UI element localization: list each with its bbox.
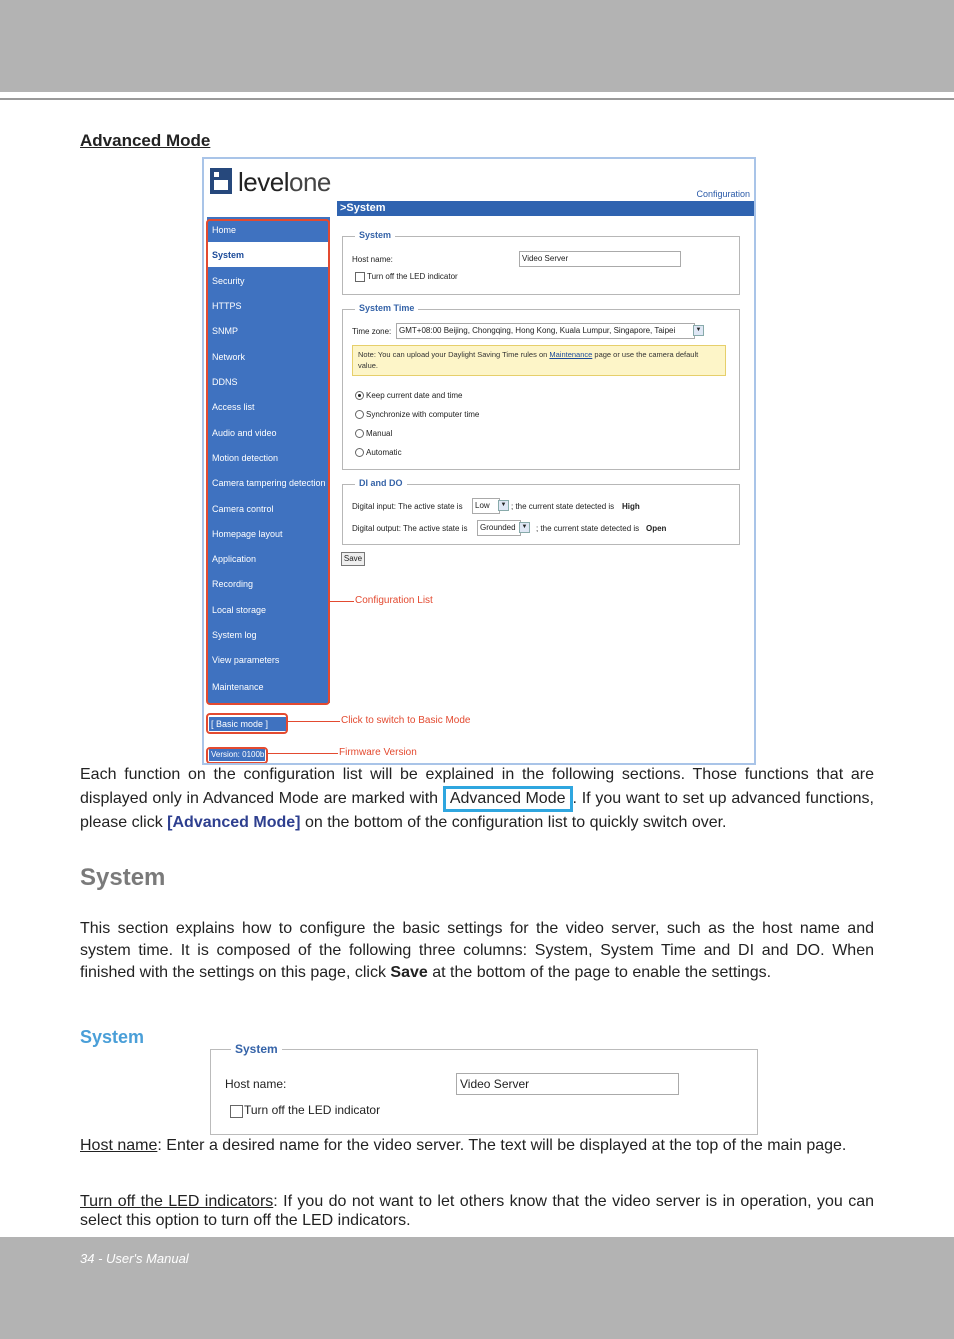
menu-item-audio-video[interactable]: Audio and video	[212, 428, 277, 438]
menu-item-camera-control[interactable]: Camera control	[212, 504, 274, 514]
config-list-highlight	[206, 219, 330, 705]
version-highlight	[206, 747, 268, 764]
advanced-mode-link-ref: [Advanced Mode]	[167, 814, 301, 831]
di-dropdown-icon[interactable]: ▼	[498, 500, 509, 511]
basic-mode-annotation: Click to switch to Basic Mode	[341, 715, 471, 726]
figure-led-checkbox[interactable]	[230, 1105, 243, 1118]
menu-item-system-log[interactable]: System log	[212, 630, 257, 640]
menu-item-ddns[interactable]: DDNS	[212, 377, 238, 387]
led-label: Turn off the LED indicator	[367, 272, 458, 281]
advanced-mode-badge: Advanced Mode	[443, 786, 573, 812]
di-current-label: ; the current state detected is	[511, 502, 615, 511]
menu-item-local-storage[interactable]: Local storage	[212, 605, 267, 615]
menu-item-https[interactable]: HTTPS	[212, 301, 242, 311]
host-name-input[interactable]: Video Server	[519, 251, 681, 267]
radio-automatic-label: Automatic	[366, 448, 402, 457]
config-list-pointer	[330, 601, 354, 602]
menu-item-motion-detection[interactable]: Motion detection	[212, 453, 279, 463]
do-active-select[interactable]: Grounded	[477, 520, 521, 536]
di-current-state: High	[622, 502, 640, 511]
menu-item-access-list[interactable]: Access list	[212, 402, 255, 412]
basic-mode-link[interactable]: [ Basic mode ]	[209, 717, 287, 731]
radio-manual[interactable]	[355, 429, 364, 438]
do-dropdown-icon[interactable]: ▼	[519, 522, 530, 533]
config-list-annotation: Configuration List	[355, 595, 433, 606]
timezone-label: Time zone:	[352, 327, 392, 336]
system-time-fieldset	[342, 303, 740, 470]
dst-note: Note: You can upload your Daylight Saving Time rules on Maintenance page or use the camera default value.	[352, 345, 726, 376]
page-header-band	[0, 0, 954, 92]
maintenance-link[interactable]: Maintenance	[549, 350, 593, 359]
configuration-link[interactable]: Configuration	[696, 189, 750, 199]
radio-keep-time[interactable]	[355, 391, 364, 400]
radio-sync-time[interactable]	[355, 410, 364, 419]
radio-sync-label: Synchronize with computer time	[366, 410, 480, 419]
system-figure	[210, 1042, 758, 1135]
basic-mode-pointer	[288, 721, 340, 722]
di-label: Digital input: The active state is	[352, 502, 463, 511]
radio-keep-label: Keep current date and time	[366, 391, 463, 400]
led-description: Turn off the LED indicators: If you do not want to let others know that the video server is in operation, you can select this option to turn off the LED indicators.	[80, 1193, 874, 1229]
di-active-select[interactable]: Low	[472, 498, 500, 514]
figure-led-label: Turn off the LED indicator	[244, 1103, 381, 1117]
menu-item-recording[interactable]: Recording	[212, 579, 254, 589]
firmware-annotation: Firmware Version	[339, 747, 417, 758]
menu-item-application[interactable]: Application	[212, 554, 257, 564]
system-fieldset	[342, 230, 740, 295]
system-description: This section explains how to configure the basic settings for the video server, such as the host name and system time. It is composed of the following three columns: System, System Time and DI and DO. When finished with the settings on this page, click Save at the bottom of the page to enable the settings.	[80, 920, 874, 981]
menu-item-camera-tampering[interactable]: Camera tampering detection	[212, 478, 326, 488]
figure-host-label: Host name:	[225, 1077, 287, 1091]
page-footer: 34 - User's Manual	[80, 1251, 189, 1266]
menu-item-view-parameters[interactable]: View parameters	[212, 655, 280, 665]
do-label: Digital output: The active state is	[352, 524, 468, 533]
timezone-dropdown-icon[interactable]: ▼	[693, 325, 704, 336]
system-subheading: System	[80, 1027, 145, 1047]
figure-host-input[interactable]: Video Server	[456, 1073, 679, 1095]
system-legend: System	[355, 230, 395, 240]
host-name-description: Host name: Enter a desired name for the video server. The text will be displayed at the top of the main page.	[80, 1137, 847, 1154]
save-button[interactable]: Save	[341, 552, 365, 566]
menu-item-security[interactable]: Security	[212, 276, 245, 286]
basic-mode-highlight	[206, 713, 288, 734]
radio-manual-label: Manual	[366, 429, 393, 438]
menu-item-maintenance[interactable]: Maintenance	[212, 682, 264, 692]
levelone-logo-icon	[210, 168, 232, 194]
menu-item-system[interactable]: System	[207, 242, 330, 267]
header-rule	[0, 98, 954, 100]
timezone-select[interactable]: GMT+08:00 Beijing, Chongqing, Hong Kong, Kuala Lumpur, Singapore, Taipei	[396, 323, 695, 339]
host-name-label: Host name:	[352, 255, 393, 264]
intro-paragraph: Each function on the configuration list will be explained in the following sections. Those functions that are displayed only in Advanced Mode are marked with Advanced Mode . If you want to set up advanced functions, please click [Advanced Mode] on the bottom of the configuration list to quickly switch over.	[80, 766, 874, 831]
system-section-heading: System	[80, 864, 166, 891]
do-current-label: ; the current state detected is	[536, 524, 640, 533]
menu-item-home[interactable]: Home	[212, 225, 237, 235]
menu-item-network[interactable]: Network	[212, 352, 246, 362]
radio-automatic[interactable]	[355, 448, 364, 457]
led-checkbox[interactable]	[355, 272, 365, 282]
di-do-fieldset	[342, 478, 740, 545]
section-header-bar: >System	[337, 201, 755, 216]
config-screenshot	[202, 157, 756, 765]
advanced-mode-heading: Advanced Mode	[80, 131, 211, 150]
firmware-pointer	[268, 753, 338, 754]
levelone-logo: levelone	[210, 167, 331, 198]
menu-item-snmp[interactable]: SNMP	[212, 326, 239, 336]
system-figure-legend: System	[231, 1042, 282, 1056]
do-current-state: Open	[646, 524, 667, 533]
menu-item-homepage-layout[interactable]: Homepage layout	[212, 529, 283, 539]
di-do-legend: DI and DO	[355, 478, 407, 488]
system-time-legend: System Time	[355, 303, 418, 313]
firmware-version: Version: 0100b	[211, 750, 265, 759]
